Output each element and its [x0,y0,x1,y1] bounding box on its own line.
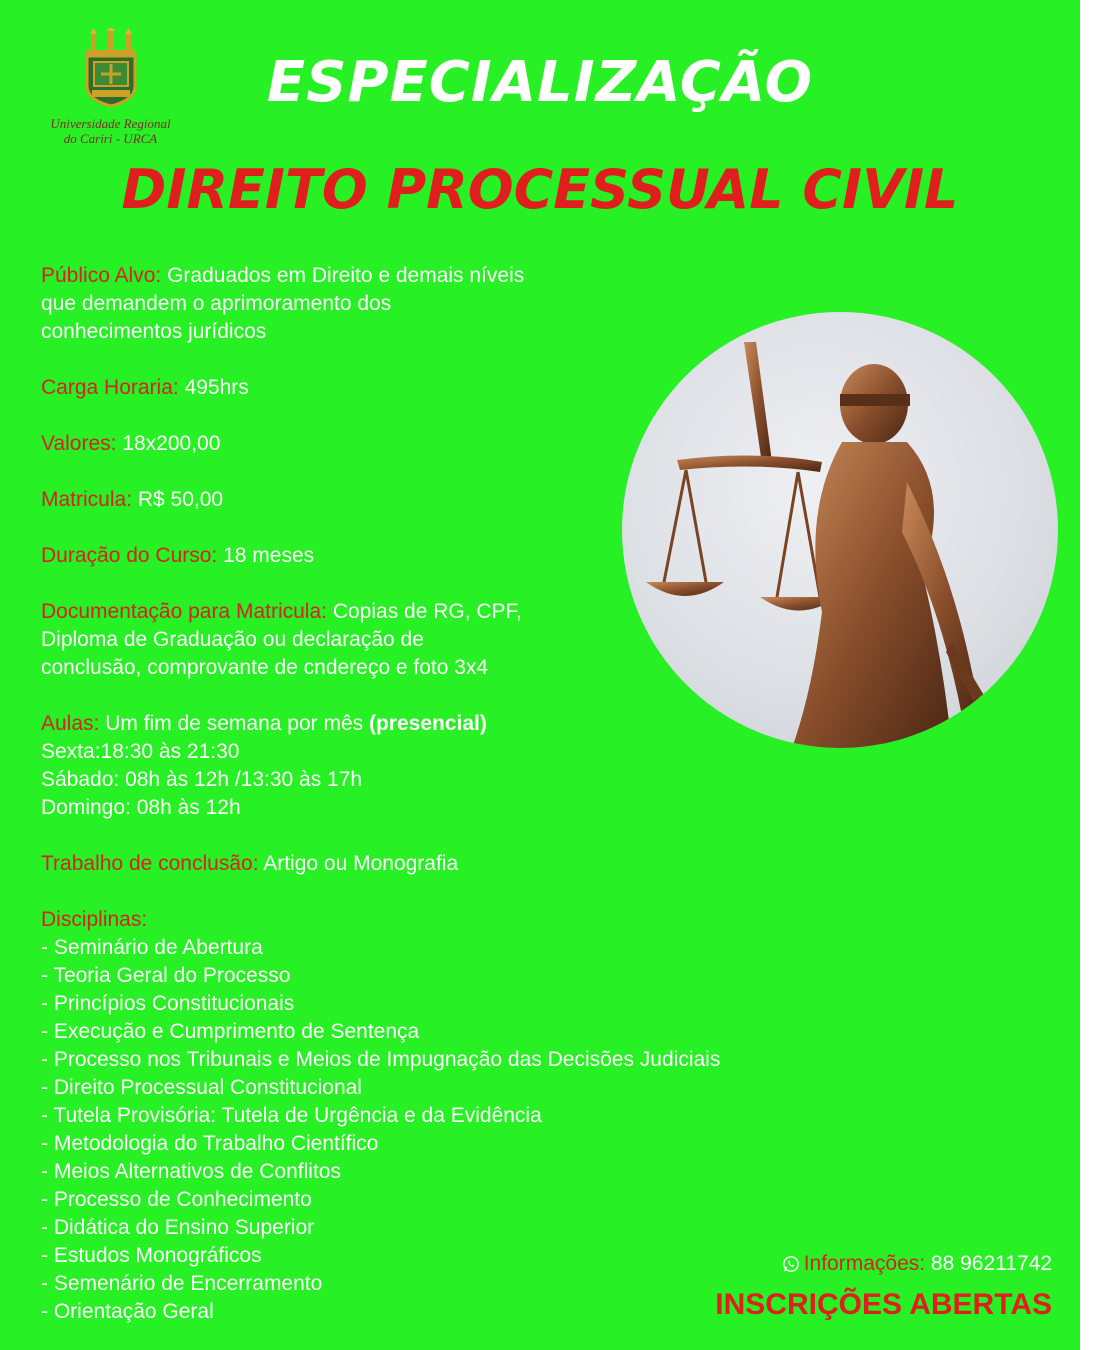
university-name-line1: Universidade Regional [50,116,171,131]
target-audience-label: Público Alvo: [41,264,162,287]
whatsapp-icon [782,1255,800,1273]
subject-item: - Orientação Geral [41,1300,214,1323]
course-title: DIREITO PROCESSUAL CIVIL [121,158,959,221]
classes-format: (presencial) [368,712,487,735]
subject-item: - Teoria Geral do Processo [41,964,291,987]
subject-item: - Direito Processual Constitucional [41,1076,362,1099]
contact-phone[interactable]: 88 96211742 [925,1252,1052,1275]
classes-label: Aulas: [41,712,100,735]
university-name-line2: do Cariri - URCA [63,131,158,146]
documentation-label: Documentação para Matricula: [41,600,327,623]
classes-text-1: Um fim de semana por mês [99,712,369,735]
prices-label: Valores: [41,432,117,455]
documentation-text-2: Diploma de Graduação ou declaração de [41,628,424,651]
workload-value: 495hrs [178,376,249,399]
enrollment-fee-label: Matricula: [41,488,133,511]
enrollment-open-banner: INSCRIÇÕES ABERTAS [715,1288,1052,1321]
lady-justice-image [622,312,1058,748]
contact-info [782,1252,1052,1276]
subject-item: - Didática do Ensino Superior [41,1216,315,1239]
enrollment-fee-value: R$ 50,00 [132,488,224,511]
duration-label: Duração do Curso: [41,544,218,567]
subject-item: - Metodologia do Trabalho Científico [41,1132,379,1155]
lady-justice-statue-icon [622,312,1058,748]
classes-friday: Sexta:18:30 às 21:30 [41,740,240,763]
target-audience-text-1: Graduados em Direito e demais níveis [161,264,525,287]
final-work [41,850,941,878]
prices-value: 18x200,00 [116,432,221,455]
subject-item: - Processo de Conhecimento [41,1188,312,1211]
subject-item: - Seminário de Abertura [41,936,263,959]
target-audience-text-3: conhecimentos jurídicos [41,320,267,343]
subject-item: - Execução e Cumprimento de Sentença [41,1020,420,1043]
documentation-text-3: conclusão, comprovante de cndereço e foto 3x4 [41,656,489,679]
contact-label: Informações: [803,1252,926,1275]
documentation-text-1: Copias de RG, CPF, [326,600,522,623]
specialization-title: ESPECIALIZAÇÃO [266,50,814,115]
subject-item: - Meios Alternativos de Conflitos [41,1160,341,1183]
duration-value: 18 meses [217,544,315,567]
university-caption [38,116,183,146]
final-work-label: Trabalho de conclusão: [41,852,259,875]
classes-sunday: Domingo: 08h às 12h [41,796,241,819]
subject-item: - Estudos Monográficos [41,1244,262,1267]
subject-item: - Processo nos Tribunais e Meios de Impugnação das Decisões Judiciais [41,1048,721,1071]
workload-label: Carga Horaria: [41,376,179,399]
target-audience-text-2: que demandem o aprimoramento dos [41,292,392,315]
final-work-value: Artigo ou Monografia [258,852,459,875]
subject-item: - Princípios Constitucionais [41,992,295,1015]
subjects-label: Disciplinas: [41,908,148,931]
subject-item: - Tutela Provisória: Tutela de Urgência e da Evidência [41,1104,542,1127]
subject-item: - Semenário de Encerramento [41,1272,323,1295]
classes-saturday: Sábado: 08h às 12h /13:30 às 17h [41,768,363,791]
